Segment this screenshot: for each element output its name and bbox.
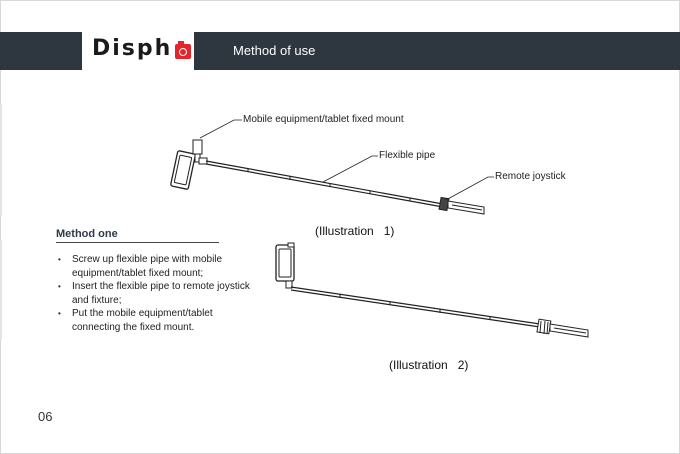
page-number: 06: [38, 409, 53, 424]
method-step: • Put the mobile equipment/tablet connecting the fixed mount.: [58, 307, 258, 334]
brand-logo-text: Disph: [92, 36, 173, 61]
remote-joystick: [439, 197, 484, 214]
illustration-1-caption: (Illustration 1): [315, 224, 395, 238]
phone-device: [276, 243, 294, 281]
method-steps: [58, 253, 258, 334]
callout-mount-label: Mobile equipment/tablet fixed mount: [243, 114, 404, 125]
method-step: • Insert the flexible pipe to remote joystick and fixture;: [58, 280, 258, 307]
phone-mount: [193, 140, 207, 164]
flexible-pipe: [206, 161, 443, 207]
method-divider: [56, 242, 219, 243]
callout-pipe-label: Flexible pipe: [379, 150, 436, 161]
method-title: Method one: [56, 228, 118, 240]
illustration-2-drawing: [276, 243, 588, 337]
callout-joystick-label: Remote joystick: [495, 171, 566, 182]
page-title: Method of use: [233, 43, 316, 58]
flexible-pipe: [291, 287, 540, 327]
method-step: • Screw up flexible pipe with mobile equipment/tablet fixed mount;: [58, 253, 258, 280]
illustration-2-caption: (Illustration 2): [389, 358, 469, 372]
remote-joystick: [537, 319, 588, 337]
phone-device: [170, 151, 195, 190]
